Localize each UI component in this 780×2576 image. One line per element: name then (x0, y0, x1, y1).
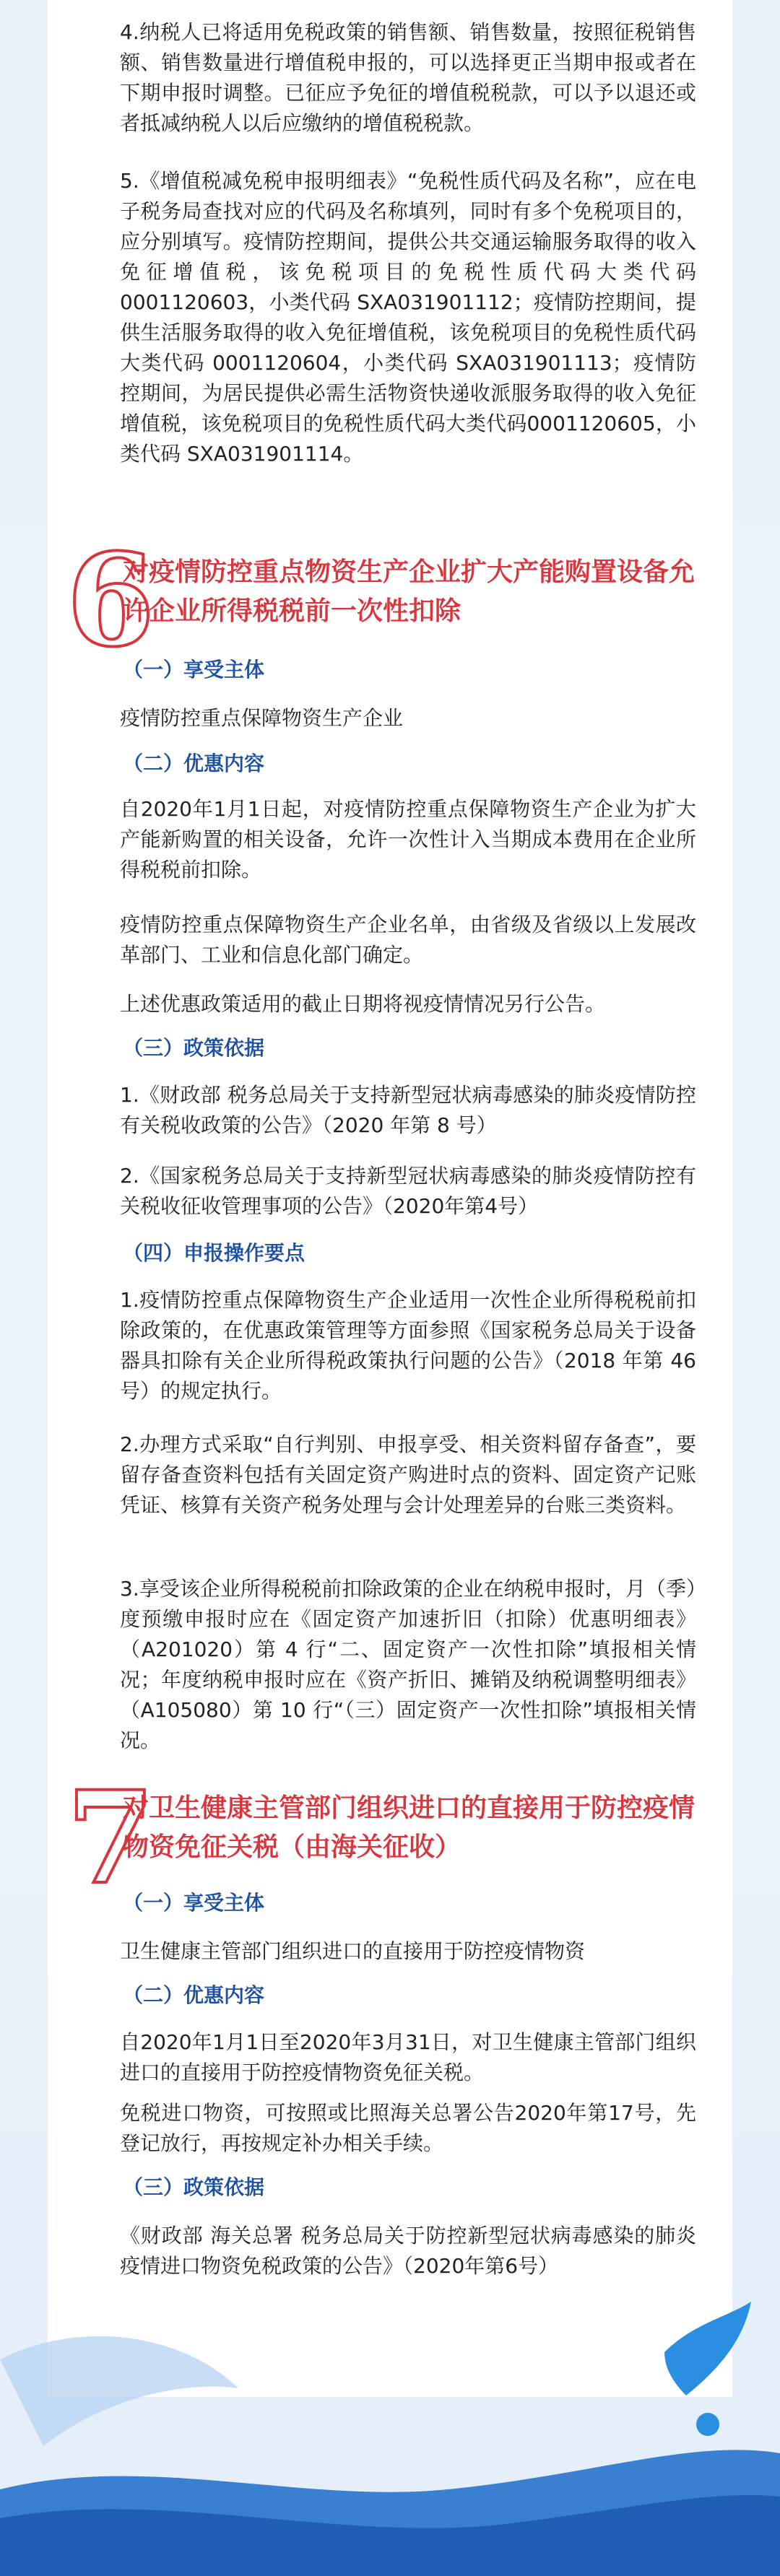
section-6-text-2c: 上述优惠政策适用的截止日期将视疫情情况另行公告。 (120, 992, 606, 1016)
section-6-text-3a: 1.《财政部 税务总局关于支持新型冠状病毒感染的肺炎疫情防控有关税收政策的公告》（2020 年第 8 号） (120, 1083, 696, 1137)
section-7-text-3a: 《财政部 海关总署 税务总局关于防控新型冠状病毒感染的肺炎疫情进口物资免税政策的公告》（2020年第6号） (120, 2224, 696, 2278)
section-6-text-4a: 1.疫情防控重点保障物资生产企业适用一次性企业所得税税前扣除政策的，在优惠政策管理等方面参照《国家税务总局关于设备器具扣除有关企业所得税政策执行问题的公告》（2018 年第 46 号）的规定执行。 (120, 1288, 696, 1403)
section-7-title: 对卫生健康主管部门组织进口的直接用于防控疫情物资免征关税（由海关征收） (123, 1793, 696, 1862)
section-7-heading-1: （一）享受主体 (123, 1891, 265, 1915)
section-7-heading-3: （三）政策依据 (123, 2175, 265, 2199)
section-6-text-2a: 自2020年1月1日起，对疫情防控重点保障物资生产企业为扩大产能新购置的相关设备，允许一次性计入当期成本费用在企业所得税税前扣除。 (120, 797, 696, 882)
section-6-heading-1: （一）享受主体 (123, 658, 265, 682)
paragraph-5: 5.《增值税减免税申报明细表》“免税性质代码及名称”，应在电子税务局查找对应的代码及名称填列，同时有多个免税项目的，应分别填写。疫情防控期间，提供公共交通运输服务取得的收入免征增值税，该免税项目的免税性质代码大类代码0001120603，小类代码 SXA031901112；疫情防控期间，提供生活服务取得的收入免征增值税，该免税项目的免税性质代码大类代码 0001120604，小类代码 SXA031901113；疫情防控期间，为居民提供必需生活物资快递收派服务取得的收入免征增值税，该免税项目的免税性质代码大类代码0001120605，小类代码 SXA031901114。 (120, 169, 696, 466)
section-6-text-1: 疫情防控重点保障物资生产企业 (120, 706, 404, 730)
section-6-title: 对疫情防控重点物资生产企业扩大产能购置设备允许企业所得税税前一次性扣除 (123, 557, 696, 626)
section-6-text-2b: 疫情防控重点保障物资生产企业名单，由省级及省级以上发展改革部门、工业和信息化部门确定。 (120, 913, 696, 967)
section-number-7: 7 (66, 1763, 155, 1913)
section-6-text-4b: 2.办理方式采取“自行判别、申报享受、相关资料留存备查”，要留存备查资料包括有关固定资产购进时点的资料、固定资产记账凭证、核算有关资产税务处理与会计处理差异的台账三类资料。 (120, 1432, 696, 1517)
water-droplet (696, 2413, 719, 2436)
section-number-6: 6 (66, 526, 155, 675)
section-7-text-2b: 免税进口物资，可按照或比照海关总署公告2020年第17号，先登记放行，再按规定补办相关手续。 (120, 2101, 696, 2155)
section-6-heading-4: （四）申报操作要点 (123, 1241, 306, 1265)
paragraph-4: 4.纳税人已将适用免税政策的销售额、销售数量，按照征税销售额、销售数量进行增值税申报的，可以选择更正当期申报或者在下期申报时调整。已征应予免征的增值税税款，可以予以退还或者抵减纳税人以后应缴纳的增值税税款。 (120, 20, 696, 135)
section-7-text-1: 卫生健康主管部门组织进口的直接用于防控疫情物资 (120, 1939, 586, 1963)
section-6-text-4c: 3.享受该企业所得税税前扣除政策的企业在纳税申报时，月（季）度预缴申报时应在《固定资产加速折旧（扣除）优惠明细表》（A201020）第 4 行“二、固定资产一次性扣除”填报相关情况；年度纳税申报时应在《资产折旧、摊销及纳税调整明细表》（A105080）第 10 行“（三）固定资产一次性扣除”填报相关情况。 (120, 1577, 696, 1752)
water-drop-shape (664, 2302, 751, 2396)
section-6-heading-2: （二）优惠内容 (123, 752, 265, 775)
section-6-text-3b: 2.《国家税务总局关于支持新型冠状病毒感染的肺炎疫情防控有关税收征收管理事项的公告》（2020年第4号） (120, 1164, 696, 1218)
bottom-wave-decoration (0, 2273, 780, 2576)
light-wave-shape (0, 2336, 238, 2446)
section-7-heading-2: （二）优惠内容 (123, 1983, 265, 2007)
section-7-text-2a: 自2020年1月1日至2020年3月31日，对卫生健康主管部门组织进口的直接用于防控疫情物资免征关税。 (120, 2030, 696, 2084)
section-6-heading-3: （三）政策依据 (123, 1036, 265, 1060)
